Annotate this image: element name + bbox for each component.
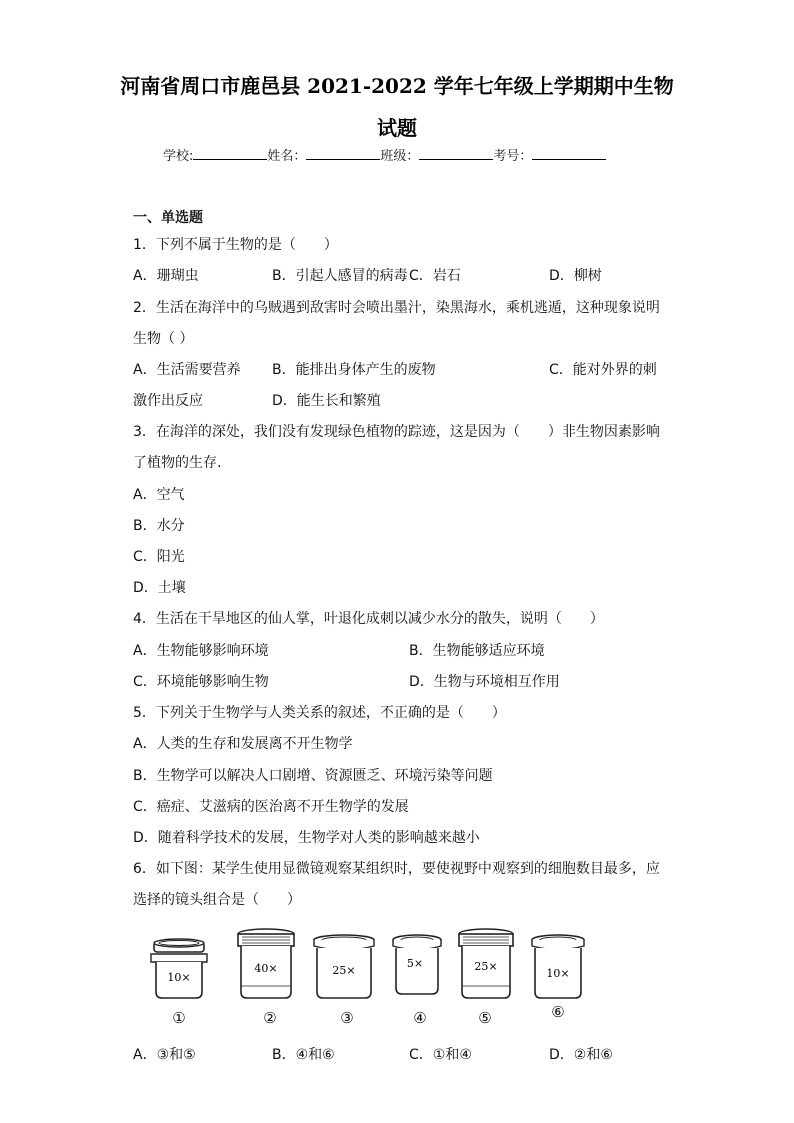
question-stem: 3．在海洋的深处，我们没有发现绿色植物的踪迹，这是因为（ ）非生物因素影响 <box>133 424 660 440</box>
lens-magnification-label: 5× <box>406 957 424 970</box>
option-c: C．环境能够影响生物 <box>133 674 269 690</box>
option-d: D．②和⑥ <box>549 1047 613 1063</box>
question-stem-continued: 选择的镜头组合是（ ） <box>133 892 301 908</box>
option-d: D．随着科学技术的发展，生物学对人类的影响越来越小 <box>133 830 480 846</box>
question-stem: 2．生活在海洋中的乌贼遇到敌害时会喷出墨汁，染黑海水，乘机逃遁，这种现象说明 <box>133 300 660 316</box>
eyepiece-lens-4 <box>390 934 444 996</box>
lens-number-label: ④ <box>413 1009 427 1027</box>
option-d: D．土壤 <box>133 580 186 596</box>
question-stem-continued: 生物（ ） <box>133 331 194 347</box>
lens-magnification-label: 10× <box>167 971 191 984</box>
lens-magnification-label: 10× <box>546 967 570 980</box>
option-b: B．水分 <box>133 518 185 534</box>
name-label: 姓名： <box>267 149 307 164</box>
lens-magnification-label: 25× <box>332 964 356 977</box>
option-a: A．珊瑚虫 <box>133 268 199 284</box>
question-stem-continued: 了植物的生存. <box>133 455 222 471</box>
option-c: C．岩石 <box>409 268 461 284</box>
school-blank[interactable] <box>193 147 267 160</box>
eyepiece-lens-1 <box>148 938 210 1000</box>
option-a: A．人类的生存和发展离不开生物学 <box>133 736 353 752</box>
lens-magnification-label: 25× <box>474 960 498 973</box>
eyepiece-lens-3 <box>311 934 377 1000</box>
objective-lens-5 <box>455 928 517 1000</box>
option-a: A．空气 <box>133 487 185 503</box>
option-b: B．生物学可以解决人口剧增、资源匮乏、环境污染等问题 <box>133 768 493 784</box>
lens-number-label: ⑥ <box>551 1003 565 1021</box>
option-a: A．生活需要营养 <box>133 362 241 378</box>
option-c: C．①和④ <box>409 1047 472 1063</box>
option-d: D．柳树 <box>549 268 602 284</box>
option-a: A．③和⑤ <box>133 1047 196 1063</box>
question-stem: 5．下列关于生物学与人类关系的叙述，不正确的是（ ） <box>133 705 506 721</box>
objective-lens-2 <box>233 928 299 1000</box>
option-d: D．能生长和繁殖 <box>272 393 381 409</box>
option-d: D．生物与环境相互作用 <box>409 674 560 690</box>
student-info-line <box>163 145 606 164</box>
class-blank[interactable] <box>419 147 493 160</box>
eyepiece-lens-6 <box>529 934 587 1000</box>
question-stem: 1．下列不属于生物的是（ ） <box>133 237 338 253</box>
option-c: C．癌症、艾滋病的医治离不开生物学的发展 <box>133 799 409 815</box>
option-c: C．能对外界的刺 <box>549 362 657 378</box>
question-stem: 4．生活在干旱地区的仙人掌，叶退化成刺以减少水分的散失，说明（ ） <box>133 611 604 627</box>
school-label: 学校: <box>163 149 194 164</box>
lens-number-label: ⑤ <box>478 1009 492 1027</box>
exam-title-line2: 试题 <box>377 116 417 140</box>
lens-number-label: ② <box>263 1009 277 1027</box>
section-title: 一、单选题 <box>133 210 203 226</box>
exam-number-blank[interactable] <box>532 147 606 160</box>
option-b: B．引起人感冒的病毒 <box>272 268 408 284</box>
class-label: 班级： <box>380 149 420 164</box>
option-c-continued: 激作出反应 <box>133 393 203 409</box>
lens-magnification-label: 40× <box>254 962 278 975</box>
option-c: C．阳光 <box>133 549 185 565</box>
option-a: A．生物能够影响环境 <box>133 643 269 659</box>
option-b: B．能排出身体产生的废物 <box>272 362 436 378</box>
exam-number-label: 考号： <box>493 149 533 164</box>
name-blank[interactable] <box>306 147 380 160</box>
question-stem: 6．如下图：某学生使用显微镜观察某组织时，要使视野中观察到的细胞数目最多，应 <box>133 861 660 877</box>
lens-number-label: ③ <box>340 1009 354 1027</box>
lens-figure <box>140 928 630 1028</box>
option-b: B．④和⑥ <box>272 1047 335 1063</box>
exam-title-line1: 河南省周口市鹿邑县 2021-2022 学年七年级上学期期中生物 <box>120 74 674 98</box>
option-b: B．生物能够适应环境 <box>409 643 545 659</box>
lens-number-label: ① <box>172 1009 186 1027</box>
